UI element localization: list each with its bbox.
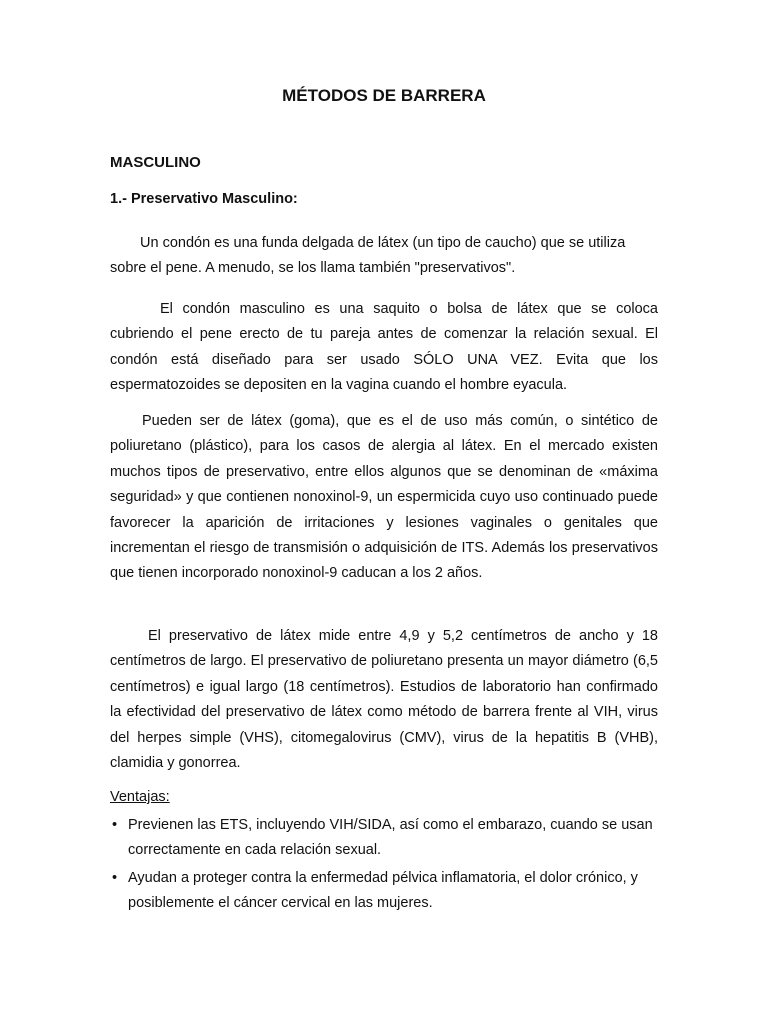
section-heading: MASCULINO	[110, 154, 201, 171]
paragraph-1: Un condón es una funda delgada de látex (un tipo de caucho) que se utiliza sobre el pene. A menudo, se los llama también "preservativos".	[110, 235, 626, 277]
document-title: MÉTODOS DE BARRERA	[282, 86, 486, 105]
bullet-icon: •	[112, 817, 118, 833]
bullet-icon: •	[112, 869, 118, 886]
paragraph-3: Pueden ser de látex (goma), que es el de uso más común, o sintético de poliuretano (plástico), para los casos de alergia al látex. En el mercado existen muchos tipos de preservativo, entre ellos algunos que se denominan de «máxima seguridad» y que contienen nonoxinol-9, un espermicida cuyo uso continuado puede favorecer la aparición de irritaciones y lesiones vaginales o genitales que incrementan el riesgo de transmisión o adquisición de ITS. Además los preservativos que tienen incorporado nonoxinol-9 caducan a los 2 años.	[110, 413, 658, 582]
ventajas-label: Ventajas:	[110, 789, 170, 805]
list-item-text: Ayudan a proteger contra la enfermedad pélvica inflamatoria, el dolor crónico, y posiblemente el cáncer cervical en las mujeres.	[128, 869, 638, 912]
list-item	[110, 813, 658, 864]
paragraph-4: El preservativo de látex mide entre 4,9 y 5,2 centímetros de ancho y 18 centímetros de largo. El preservativo de poliuretano presenta un mayor diámetro (6,5 centímetros) e igual largo (18 centímetros). Estudios de laboratorio han confirmado la efectividad del preservativo de látex como método de barrera frente al VIH, virus del herpes simple (VHS), citomegalovirus (CMV), virus de la hepatitis B (VHB), clamidia y gonorrea.	[110, 628, 658, 772]
subheading: 1.- Preservativo Masculino:	[110, 191, 298, 207]
list-item-text: Previenen las ETS, incluyendo VIH/SIDA, así como el embarazo, cuando se usan correctamente en cada relación sexual.	[128, 817, 653, 859]
paragraph-2: El condón masculino es una saquito o bolsa de látex que se coloca cubriendo el pene erecto de tu pareja antes de comenzar la relación sexual. El condón está diseñado para ser usado SÓLO UNA VEZ. Evita que los espermatozoides se depositen en la vagina cuando el hombre eyacula.	[110, 301, 658, 394]
ventajas-list	[110, 813, 658, 919]
list-item	[110, 866, 658, 917]
